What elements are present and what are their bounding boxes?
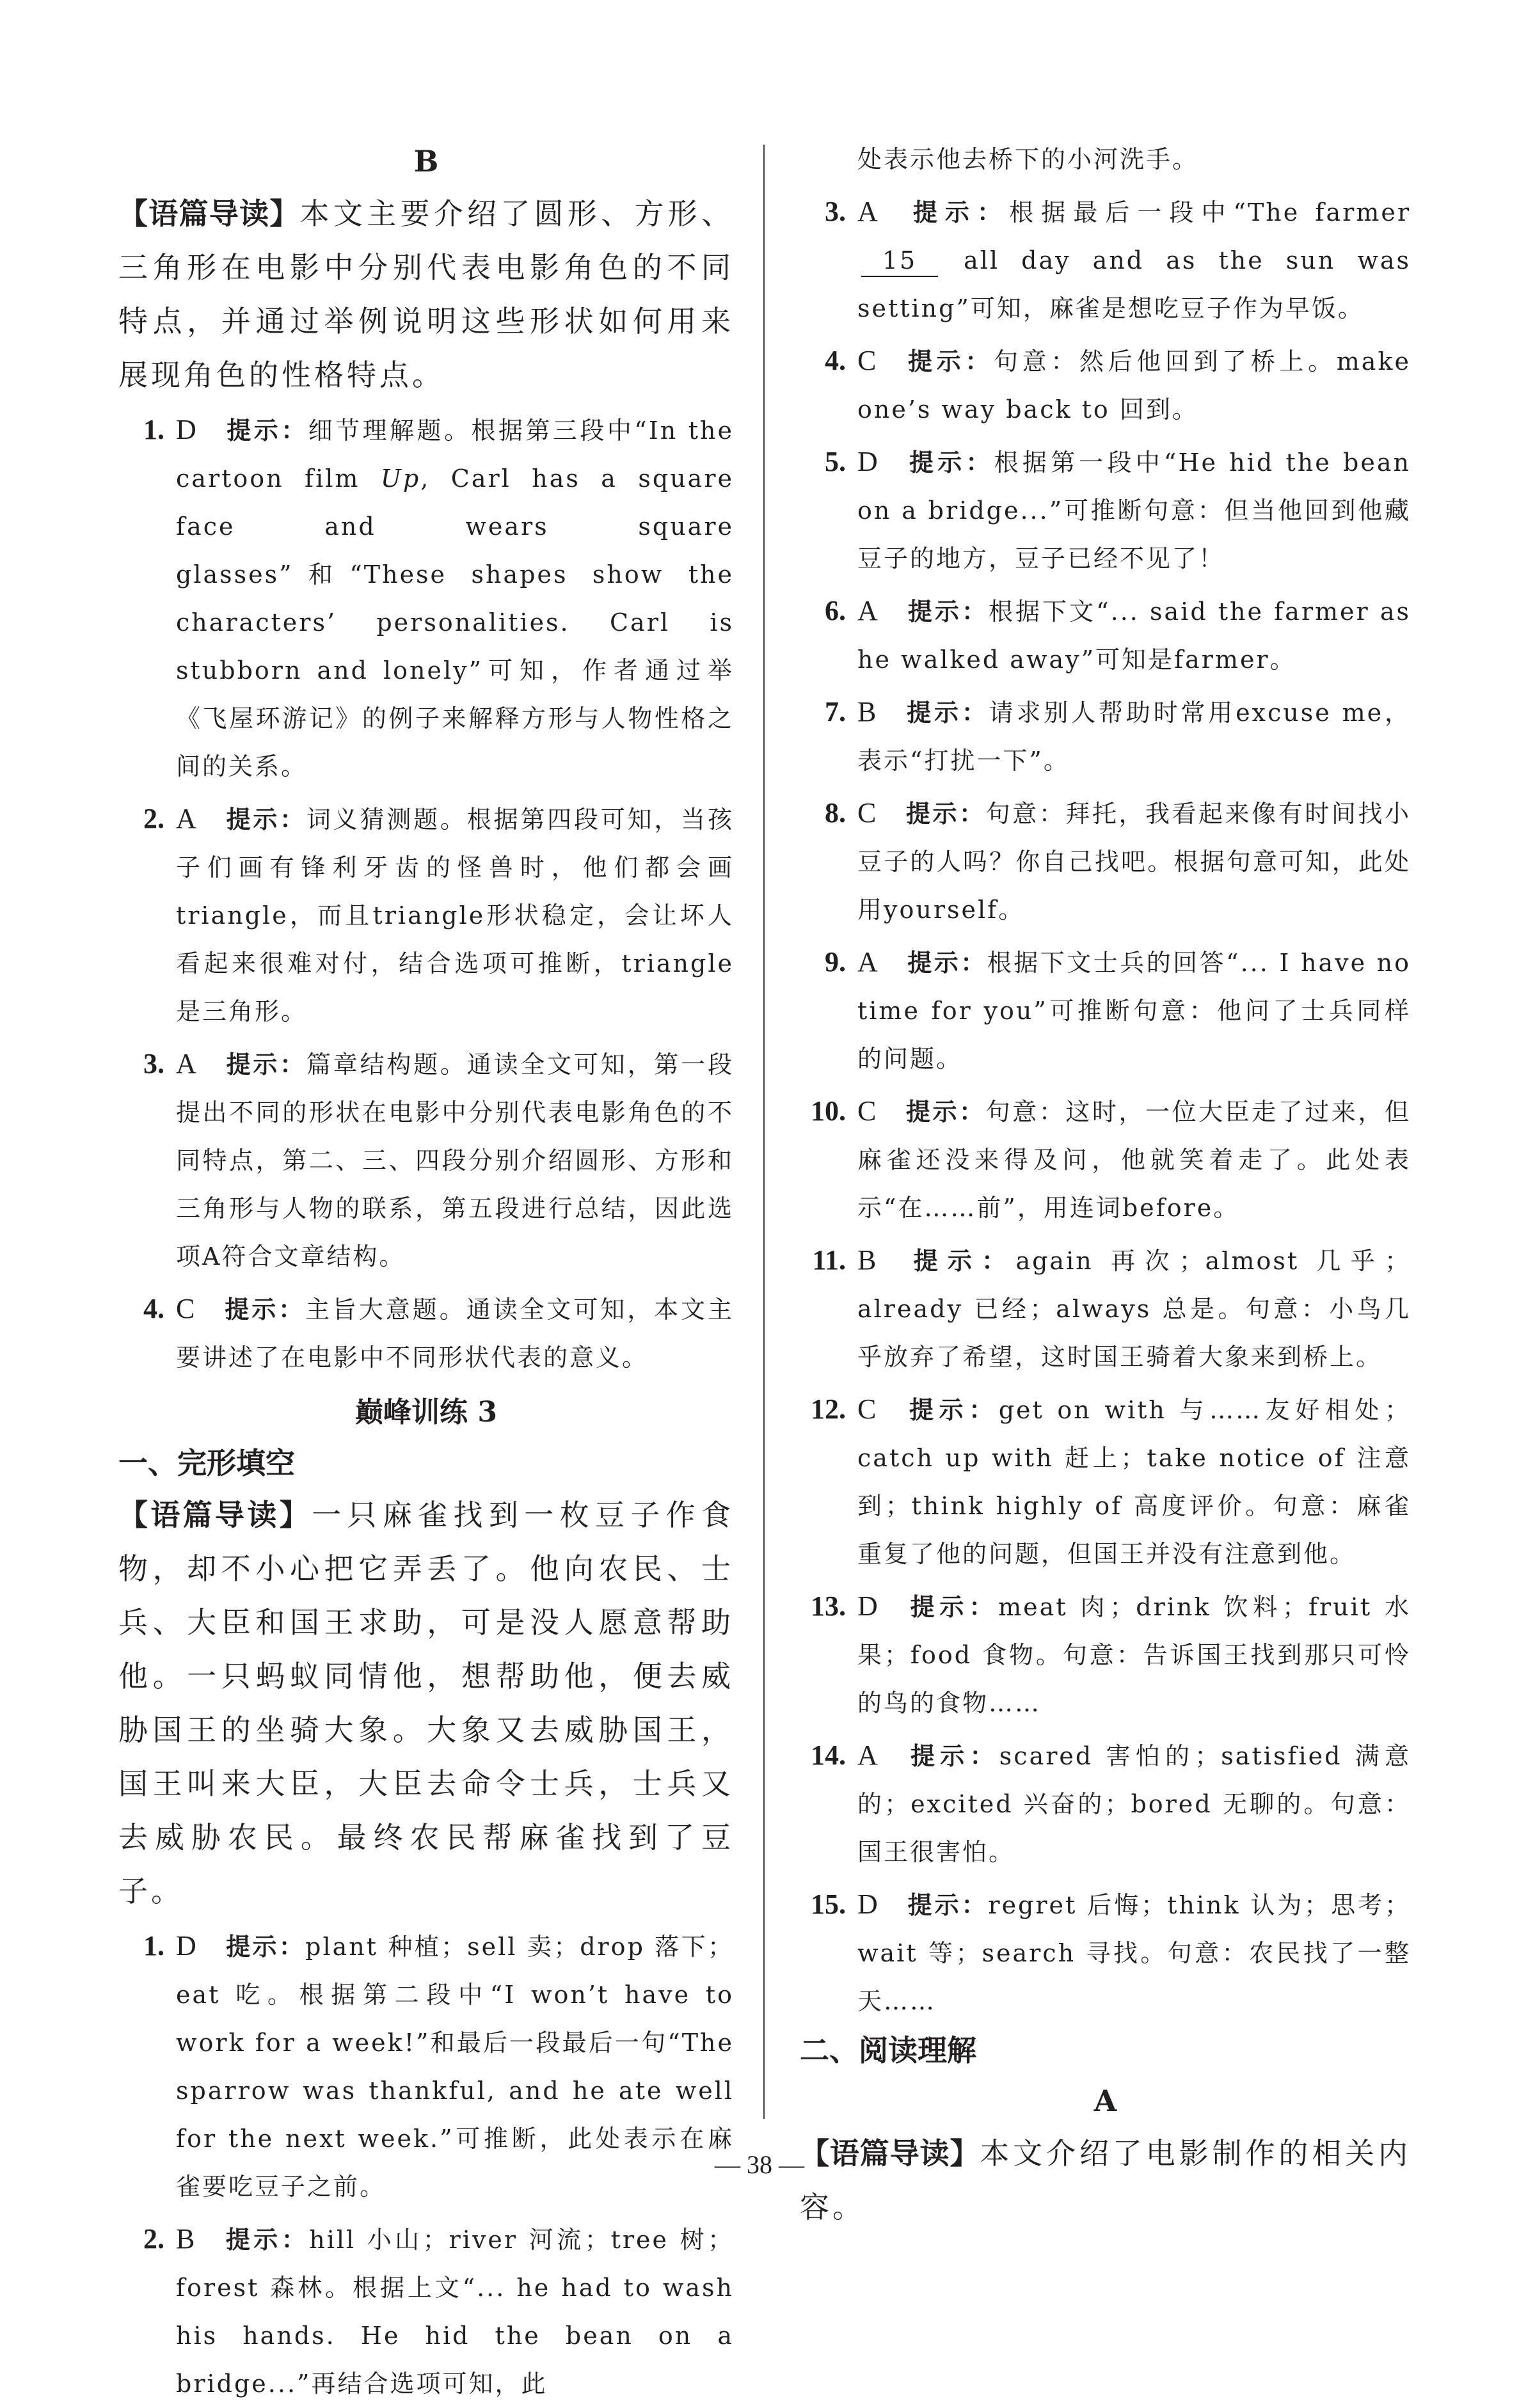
hint-label: 提示： bbox=[224, 1295, 306, 1324]
question-number: 6. bbox=[825, 595, 846, 626]
hint-label: 提示： bbox=[225, 1933, 306, 1961]
question-number: 10. bbox=[811, 1095, 846, 1127]
intro-label: 【语篇导读】 bbox=[118, 196, 300, 231]
section-title: 巅峰训练 3 bbox=[355, 1396, 497, 1429]
answer-item bbox=[118, 1040, 734, 1281]
intro-text: 一只麻雀找到一枚豆子作食物，却不小心把它弄丢了。他向农民、士兵、大臣和国王求助，可是没人愿意帮助他。一只蚂蚁同情他，想帮助他，便去威胁国王的坐骑大象。大象又去威胁国王，国王叫来大臣，大臣去命令士兵，士兵又去威胁农民。最终农民帮麻雀找到了豆子。 bbox=[118, 1498, 735, 1908]
answer-letter: A bbox=[176, 803, 196, 834]
answer-item bbox=[800, 688, 1411, 785]
answer-item bbox=[800, 1236, 1411, 1381]
question-number: 11. bbox=[812, 1244, 846, 1276]
answer-item bbox=[800, 1880, 1411, 2025]
answer-letter: B bbox=[176, 2223, 195, 2254]
hint-text: 根据下文士兵的回答“... I have no time for you”可推断句意：他问了士兵同样的问题。 bbox=[857, 949, 1411, 1073]
answer-continuation: 处表示他去桥下的小河洗手。 bbox=[857, 145, 1199, 173]
question-number: 2. bbox=[143, 803, 164, 834]
hint-text: regret 后悔；think 认为；思考；wait 等；search 寻找。句意：农民找了一整天…… bbox=[857, 1891, 1411, 2015]
hint-text: meat 肉；drink 饮料；fruit 水果；food 食物。句意：告诉国王找到那只可怜的鸟的食物…… bbox=[857, 1593, 1411, 1717]
answer-letter: C bbox=[176, 1293, 195, 1324]
hint-text: 句意：拜托，我看起来像有时间找小豆子的人吗？你自己找吧。根据句意可知，此处用yourself。 bbox=[857, 800, 1411, 924]
column-divider bbox=[763, 145, 765, 2119]
question-number: 15. bbox=[811, 1889, 846, 1920]
hint-label: 提示： bbox=[225, 416, 308, 445]
question-number: 8. bbox=[825, 797, 846, 828]
answer-item bbox=[118, 406, 734, 791]
question-number: 2. bbox=[143, 2223, 164, 2254]
hint-label: 提示： bbox=[905, 1396, 999, 1424]
answer-item bbox=[800, 337, 1411, 434]
hint-text: 篇章结构题。通读全文可知，第一段提出不同的形状在电影中分别代表电影角色的不同特点，第二、三、四段分别介绍圆形、方形和三角形与人物的联系，第五段进行总结，因此选项A符合文章结构。 bbox=[176, 1050, 734, 1271]
answer-letter: C bbox=[857, 797, 877, 828]
hint-text: scared 害怕的；satisfied 满意的；excited 兴奋的；bored 无聊的。句意：国王很害怕。 bbox=[857, 1742, 1411, 1866]
question-number: 13. bbox=[811, 1590, 846, 1622]
question-number: 3. bbox=[825, 196, 846, 227]
answer-letter: D bbox=[176, 1930, 196, 1961]
hint-label: 提示： bbox=[905, 800, 986, 828]
hint-text: 根据下文“... said the farmer as he walked away”可知是farmer。 bbox=[857, 598, 1411, 674]
hint-text: hill 小山；river 河流；tree 树；forest 森林。根据上文“... he had to wash his hands. He hid the bean on a bridge...”再结合选项可知，此 bbox=[176, 2226, 734, 2398]
intro-text: 本文主要介绍了圆形、方形、三角形在电影中分别代表电影角色的不同特点，并通过举例说明这些形状如何用来展现角色的性格特点。 bbox=[118, 196, 735, 392]
answer-letter: A bbox=[857, 595, 878, 626]
part2-title: 二、阅读理解 bbox=[800, 2033, 976, 2068]
hint-text: 细节理解题。根据第三段中“In the cartoon film bbox=[176, 416, 734, 493]
answer-list-cloze-cont bbox=[800, 187, 1411, 2025]
answer-item bbox=[800, 1087, 1411, 1232]
hint-label: 提示： bbox=[905, 347, 994, 376]
page-number: — 38 — bbox=[715, 2150, 804, 2179]
answer-item bbox=[800, 587, 1411, 684]
hint-label: 提示： bbox=[905, 699, 989, 727]
answer-item bbox=[800, 789, 1411, 934]
hint-label: 提示： bbox=[225, 1050, 306, 1079]
question-number: 1. bbox=[143, 414, 164, 445]
right-column bbox=[800, 136, 1411, 2234]
hint-label: 提示： bbox=[225, 805, 306, 834]
italic-title: Up bbox=[380, 464, 421, 493]
passage-intro-cloze bbox=[118, 1488, 734, 1918]
answer-letter: D bbox=[176, 414, 196, 445]
hint-label: 提示： bbox=[907, 598, 989, 626]
hint-text: 句意：然后他回到了桥上。make one’s way back to 回到。 bbox=[857, 347, 1411, 424]
question-number: 1. bbox=[143, 1930, 164, 1961]
intro-label: 【语篇导读】 bbox=[118, 1498, 312, 1532]
answer-item bbox=[118, 1285, 734, 1382]
hint-text: 句意：这时，一位大臣走了过来，但麻雀还没来得及问，他就笑着走了。此处表示“在……前”，用连词before。 bbox=[857, 1098, 1411, 1222]
hint-text: 根据最后一段中“The farmer bbox=[1009, 198, 1411, 226]
answer-item bbox=[800, 1582, 1411, 1727]
question-number: 3. bbox=[143, 1048, 164, 1079]
answer-letter: C bbox=[857, 1393, 877, 1425]
question-number: 7. bbox=[825, 696, 846, 727]
hint-label: 提示： bbox=[907, 198, 1010, 226]
answer-item bbox=[800, 187, 1411, 333]
part1-title: 一、完形填空 bbox=[118, 1446, 295, 1480]
hint-text: 词义猜测题。根据第四段可知，当孩子们画有锋利牙齿的怪兽时，他们都会画triangle，而且triangle形状稳定，会让坏人看起来很难对付，结合选项可推断，triangle是三角形。 bbox=[176, 805, 734, 1026]
passage-heading-a: A bbox=[1094, 2084, 1117, 2118]
answer-letter: D bbox=[857, 1590, 878, 1622]
hint-label: 提示： bbox=[907, 949, 987, 977]
hint-text: plant 种植；sell 卖；drop 落下；eat 吃。根据第二段中“I won’t have to work for a week!”和最后一段最后一句“The sparrow was thankful, and he ate well for the next week.”可推断，此处表示在麻雀要吃豆子之前。 bbox=[176, 1933, 734, 2201]
answer-item bbox=[800, 1385, 1411, 1578]
hint-label: 提示： bbox=[905, 1098, 986, 1126]
question-number: 4. bbox=[143, 1293, 164, 1324]
answer-letter: A bbox=[857, 196, 878, 227]
intro-label: 【语篇导读】 bbox=[800, 2136, 980, 2171]
answer-letter: D bbox=[857, 1889, 878, 1920]
answer-item bbox=[118, 2215, 734, 2408]
hint-label: 提示： bbox=[907, 448, 994, 477]
passage-intro-b bbox=[118, 187, 734, 402]
passage-heading-b: B bbox=[413, 144, 439, 178]
answer-item bbox=[800, 438, 1411, 583]
hint-label: 提示： bbox=[907, 1593, 999, 1621]
answer-letter: C bbox=[857, 345, 877, 376]
intro-text: 本文介绍了电影制作的相关内容。 bbox=[800, 2136, 1412, 2224]
passage-intro-a bbox=[800, 2127, 1411, 2234]
question-number: 14. bbox=[811, 1739, 846, 1771]
answer-letter: B bbox=[857, 696, 877, 727]
answer-letter: A bbox=[857, 1739, 878, 1771]
answer-list-b bbox=[118, 406, 734, 1382]
hint-text: 请求别人帮助时常用excuse me，表示“打扰一下”。 bbox=[857, 699, 1411, 775]
hint-label: 提示： bbox=[905, 1247, 1016, 1275]
question-number: 9. bbox=[825, 946, 846, 978]
answer-letter: A bbox=[176, 1048, 196, 1079]
answer-item bbox=[800, 938, 1411, 1083]
hint-label: 提示： bbox=[907, 1891, 989, 1919]
hint-text: get on with 与……友好相处；catch up with 赶上；take notice of 注意到；think highly of 高度评价。句意：麻雀重复了他的问题，但国王并没有注意到他。 bbox=[857, 1396, 1411, 1568]
answer-letter: D bbox=[857, 446, 878, 477]
hint-text: again 再次；almost 几乎；already 已经；always 总是。句意：小鸟几乎放弃了希望，这时国王骑着大象来到桥上。 bbox=[857, 1247, 1411, 1371]
question-number: 5. bbox=[825, 446, 846, 477]
hint-text: all day and as the sun was setting”可知，麻雀是想吃豆子作为早饭。 bbox=[857, 246, 1411, 322]
answer-letter: C bbox=[857, 1095, 877, 1127]
blank-number: 15 bbox=[861, 245, 938, 277]
answer-letter: B bbox=[857, 1244, 877, 1276]
answer-item bbox=[800, 1731, 1411, 1876]
question-number: 4. bbox=[825, 345, 846, 376]
answer-item bbox=[118, 795, 734, 1036]
hint-text: 根据第一段中“He hid the bean on a bridge...”可推断句意：但当他回到他藏豆子的地方，豆子已经不见了！ bbox=[857, 448, 1411, 573]
question-number: 12. bbox=[811, 1393, 846, 1425]
hint-text: , Carl has a square face and wears square glasses”和“These shapes show the characters’ personalities. Carl is stubborn and lonely”可知，作者通过举《飞屋环游记》的例子来解释方形与人物性格之间的关系。 bbox=[176, 464, 734, 780]
left-column bbox=[118, 136, 734, 2408]
answer-letter: A bbox=[857, 946, 878, 978]
hint-label: 提示： bbox=[224, 2226, 310, 2254]
hint-label: 提示： bbox=[907, 1742, 999, 1770]
hint-text: 主旨大意题。通读全文可知，本文主要讲述了在电影中不同形状代表的意义。 bbox=[176, 1295, 734, 1372]
